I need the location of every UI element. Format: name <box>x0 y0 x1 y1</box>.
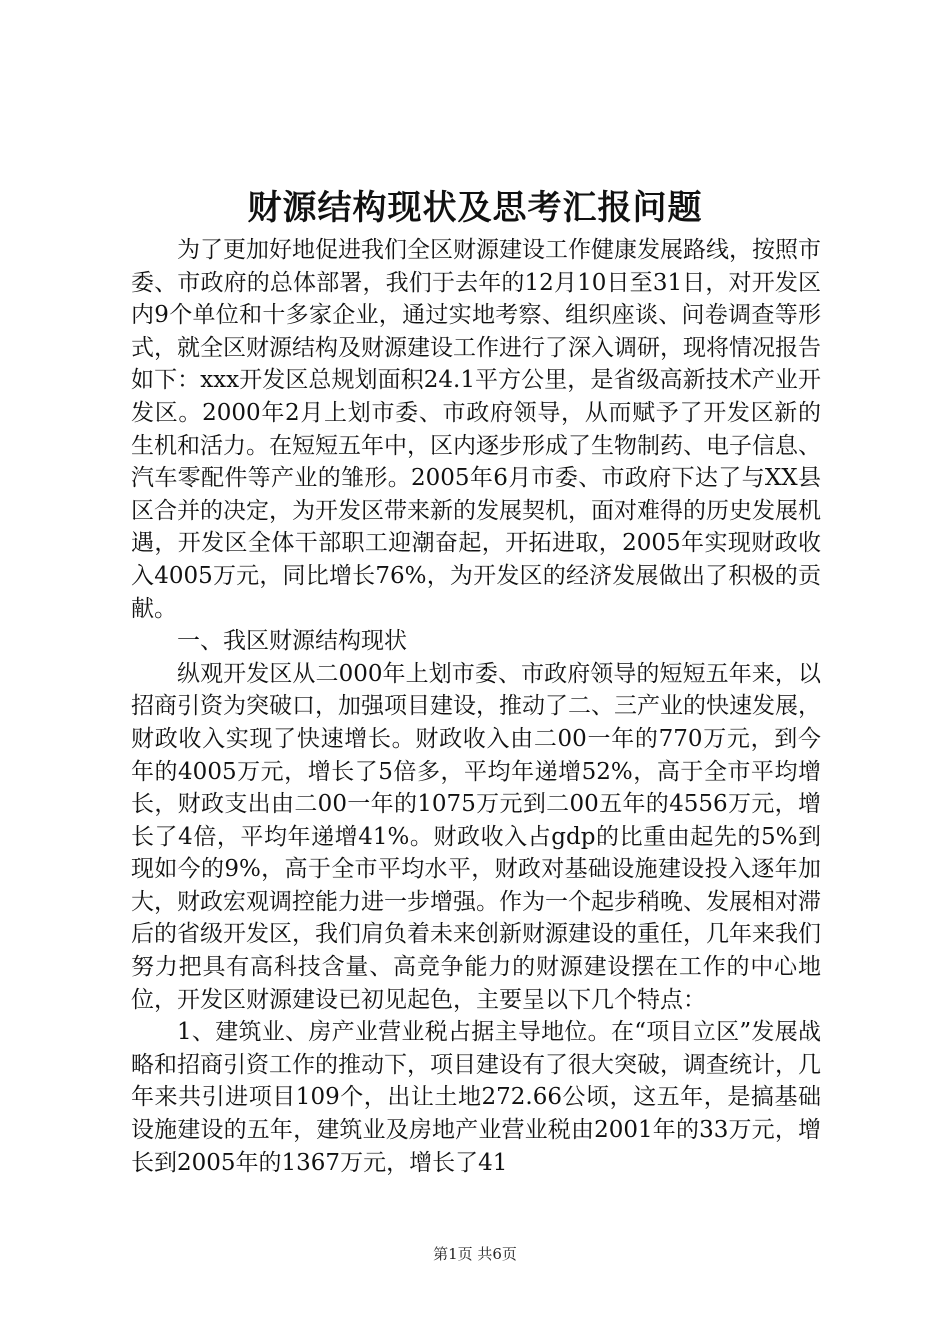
paragraph-overview: 纵观开发区从二000年上划市委、市政府领导的短短五年来，以招商引资为突破口，加强项目建设，推动了二、三产业的快速发展，财政收入实现了快速增长。财政收入由二00一年的770万元，到今年的4005万元，增长了5倍多，平均年递增52%，高于全市平均增长，财政支出由二00一年的1075万元到二00五年的4556万元，增长了4倍，平均年递增41%。财政收入占gdp的比重由起先的5%到现如今的9%，高于全市平均水平，财政对基础设施建设投入逐年加大，财政宏观调控能力进一步增强。作为一个起步稍晚、发展相对滞后的省级开发区，我们肩负着未来创新财源建设的重任，几年来我们努力把具有高科技含量、高竞争能力的财源建设摆在工作的中心地位，开发区财源建设已初见起色，主要呈以下几个特点： <box>131 660 821 1013</box>
page-number: 第1页 共6页 <box>433 1245 517 1263</box>
document-body <box>131 234 821 1179</box>
section-heading: 一、我区财源结构现状 <box>177 628 407 655</box>
document-title: 财源结构现状及思考汇报问题 <box>247 188 703 228</box>
paragraph-point-1: 1、建筑业、房产业营业税占据主导地位。在“项目立区”发展战略和招商引资工作的推动下，项目建设有了很大突破，调查统计，几年来共引进项目109个，出让土地272.66公顷，这五年，是搞基础设施建设的五年，建筑业及房地产业营业税由2001年的33万元，增长到2005年的1367万元，增长了41 <box>131 1019 821 1176</box>
paragraph-intro: 为了更加好地促进我们全区财源建设工作健康发展路线，按照市委、市政府的总体部署，我们于去年的12月10日至31日，对开发区内9个单位和十多家企业，通过实地考察、组织座谈、问卷调查等形式，就全区财源结构及财源建设工作进行了深入调研，现将情况报告如下：xxx开发区总规划面积24.1平方公里，是省级高新技术产业开发区。2000年2月上划市委、市政府领导，从而赋予了开发区新的生机和活力。在短短五年中，区内逐步形成了生物制药、电子信息、汽车零配件等产业的雏形。2005年6月市委、市政府下达了与XX县区合并的决定，为开发区带来新的发展契机，面对难得的历史发展机遇，开发区全体干部职工迎潮奋起，开拓进取，2005年实现财政收入4005万元，同比增长76%，为开发区的经济发展做出了积极的贡献。 <box>131 237 821 622</box>
